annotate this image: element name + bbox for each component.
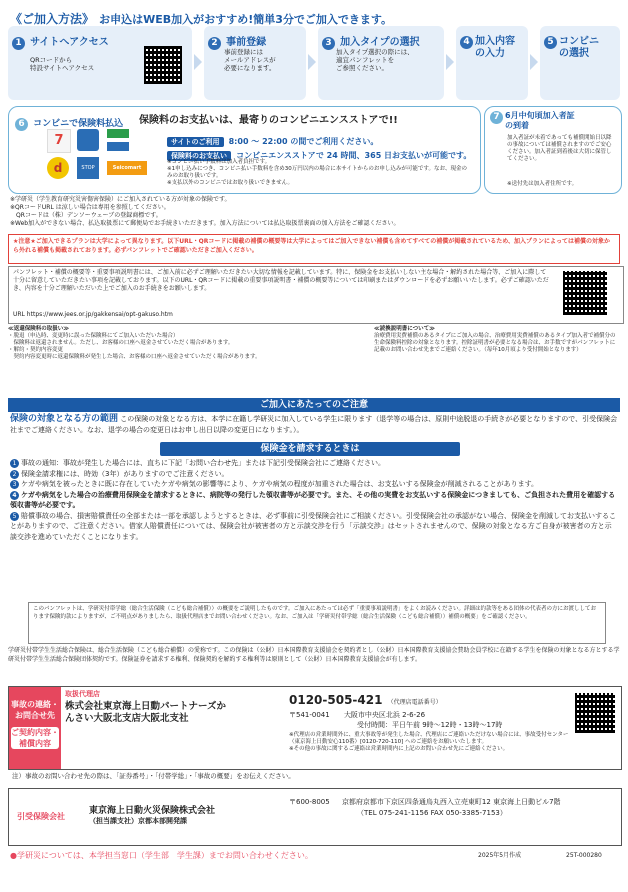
refund-line: ・解約・契約内容変更	[8, 347, 64, 353]
note-line: ※コンビニ払い手数料は加入者負担です。	[167, 159, 271, 165]
note-line: ※支払以外のコンビニではお取り扱いできません。	[167, 180, 293, 186]
certificate-info	[374, 326, 620, 354]
certificate-arrival	[484, 106, 622, 194]
step-body: 事前登録には メールアドレスが 必要になります。	[224, 48, 276, 72]
insurer-name: 東京海上日動火災保険株式会社	[89, 806, 216, 816]
daily-yamazaki-logo-icon: d	[47, 157, 69, 179]
eligibility-text: この保険の対象となる方は、本学に在籍し学研災に加入している学生に限ります（退学等の場合は、原則中途脱退の手続きが必要となりますので、引受保険会社までご連絡ください。なお、退学の場合の変更日はお申し出日以降の変更日になります。）。	[10, 415, 618, 434]
insurer-address-block	[289, 797, 613, 819]
phone-note: （代理店電話番号）	[387, 699, 442, 706]
payment-label: 保険料のお支払い	[167, 151, 231, 161]
seicomart-logo-icon: Seicomart	[107, 161, 147, 175]
step-number: 5	[544, 36, 557, 49]
payment-value: コンビニエンスストアで 24 時間、365 日お支払いが可能です。	[236, 151, 472, 160]
contact-label-cell	[9, 687, 61, 769]
claim-number: 5	[10, 512, 19, 521]
refund-line: ・脱退（申込時、変更時に誤った保険料にてご加入いただいた場合）	[8, 333, 179, 339]
insurer-postal: 〒600-8005	[289, 798, 330, 806]
claim-text: ケガや病気をした場合の治療費用保険金を請求するときに、病院等の発行した領収書等が必要です。また、その他の実費をお支払いする保険金につきましても、ご負担された費用を確認する領収書等が必要です。	[10, 490, 616, 509]
header-title: 《ご加入方法》	[10, 12, 95, 26]
agency-name: 株式会社東京海上日動パートナーズかんさい大阪北支店大阪北支社	[65, 701, 227, 724]
bottom-note-text: ●学研災については、本学担当窓口（学生部 学生課）までお問い合わせください。	[10, 851, 313, 860]
step-title: 6月中旬頃加入者証 の到着	[505, 111, 575, 130]
note-line: ※Web加入ができない場合、払込取扱票にて郵便局でお手続きいただきます。加入方法については払込取扱票裏面の加入方法をご確認ください。	[10, 220, 400, 227]
qr-code-icon[interactable]	[575, 693, 615, 733]
note-line: ※学研災（学生教育研究災害傷害保険）にご加入されている方が対象の保険です。	[10, 196, 231, 203]
step-2	[204, 26, 306, 100]
insurer-name-block	[89, 803, 279, 826]
qr-code-icon[interactable]	[563, 271, 607, 315]
agency-phone[interactable]: 0120-505-421	[289, 693, 383, 707]
plan-warning: ★注意★ご加入できるプランは大学によって異なります。以下URL・QRコードに掲載の補償の概要等は大学によってはご加入できない補償も含めてすべての補償が掲載されているため、加入プランによっては補償の対象から外れる補償も掲載されております。必ずパンフレットでご確認いただきご加入ください。	[8, 234, 620, 264]
step-number: 6	[15, 118, 28, 131]
insurer-table	[8, 788, 622, 846]
header	[10, 8, 392, 27]
site-hours-value: 8:00 ～ 22:00 の間でご利用ください。	[228, 137, 379, 146]
claim-item	[10, 490, 616, 511]
refund-line: 保険料は返還されません。ただし、お客様の口座へ返金させていただく場合があります。	[8, 340, 234, 346]
eligibility-title: 保険の対象となる方の範囲	[10, 414, 119, 424]
step-title: 加入タイプの選択	[340, 37, 420, 48]
step-4	[456, 26, 528, 100]
refund-info	[8, 326, 368, 361]
step-title: コンビニで保険料払込	[33, 119, 124, 129]
claim-text: 賠償事故の場合、損害賠償責任の全部または一部を承認しようとするときは、必ず事前に引受保険会社にご相談ください。引受保険会社の承認がない場合、保険金を削減してお支払いすることがありますので、ご注意ください。借家人賠償責任については、保険会社が被害者の方と示談交渉を行う「示談交渉」はセットされませんので、保険の対象となる方ご自身が被害者の方と示談交渉を進めていただくことになります。	[10, 511, 616, 541]
claim-item	[10, 458, 616, 469]
claim-text: 保険金請求権には、時効（3年）がありますのでご注意ください。	[21, 469, 229, 478]
store-logos	[47, 129, 167, 185]
note-line: ※1申し込みにつき、コンビニ払い手数料を含め30万円以内の場合に本サイトからのお申し込みが可能です。なお、現金のみのお取り扱いです。	[167, 166, 467, 179]
claim-number: 3	[10, 480, 19, 489]
step-body: 加入タイプ選択の際には、 適宜パンフレットを ご参照ください。	[336, 48, 414, 72]
insurer-label: 引受保険会社	[17, 812, 65, 821]
step-5	[540, 26, 620, 100]
june-body: 加入者証が未着であっても補償開始日以降の事故については補償されますのでご安心ください。加入者証到着後は大切に保管してください。	[507, 135, 612, 162]
claim-item	[10, 469, 616, 480]
step-title: コンビニ の選択	[559, 36, 599, 59]
insurer-tel: （TEL 075-241-1156 FAX 050-3385-7153）	[357, 809, 507, 817]
agency	[65, 689, 235, 725]
note-line: ※QRコードURL は涼しい場合は専用を参照してください。	[10, 204, 170, 211]
contact-table	[8, 686, 622, 770]
join-notes	[10, 196, 610, 228]
step-3	[318, 26, 444, 100]
claim-text: ケガや病気を被ったときに既に存在していたケガや病気の影響等により、ケガや病気の程度が加重された場合は、お支払いする保険金が削減されることがあります。	[21, 480, 539, 488]
site-hours-label: サイトのご利用	[167, 137, 224, 147]
eligibility	[10, 414, 618, 436]
lawson-logo-icon	[77, 129, 99, 151]
convenience-payment	[8, 106, 481, 194]
step-body: QRコードから 特設サイトへアクセス	[30, 56, 95, 72]
certificate-line: 治療費用実費補償のあるタイプにご加入の場合、治療費用実費補償のあるタイプ加入者で補償分の生命保険料控除の対象となります。控除証明書が必要となる場合は、お手数ですがパンフレットに記載のお問い合わせ先までご連絡ください。（毎年10月頃より受付開始となります）	[374, 333, 616, 353]
step-number: 1	[12, 37, 25, 50]
step-title: 事前登録	[226, 37, 267, 48]
step-title: サイトへアクセス	[30, 37, 109, 48]
step-number: 7	[490, 111, 503, 124]
june-note: ※送付先は加入者住所です。	[507, 181, 578, 187]
issue-date: 2025年5月作成	[478, 852, 522, 859]
contract-label: ご契約内容・ 補償内容	[11, 728, 59, 748]
important-docs-url[interactable]: URL https://www.jees.or.jp/gakkensai/opt-gakuso.htm	[13, 311, 173, 318]
insurer-address: 京都府京都市下京区四条通烏丸西入立売東町12 東京海上日動ビル7階	[341, 798, 561, 806]
claim-number: 2	[10, 470, 19, 479]
step-title: 加入内容 の入力	[475, 36, 515, 59]
agency-postal: 〒541-0041	[289, 711, 330, 719]
claim-text: 事故の通知：事故が発生した場合には、直ちに下記「お問い合わせ先」または下記引受保険会社にご連絡ください。	[21, 459, 385, 467]
qr-code-icon[interactable]	[144, 46, 182, 84]
claim-list	[10, 458, 616, 542]
contact-label: 事故の連絡・ お問合せ先	[11, 700, 59, 720]
insurer-branch: （担当課支社）京都本部開発課	[89, 817, 187, 825]
agency-hours: 受付時間：平日午前 9時～12時・13時～17時	[357, 721, 503, 729]
step-number: 3	[322, 37, 335, 50]
convenience-lead: 保険料のお支払いは、最寄りのコンビニエンスストアで!!	[139, 115, 398, 126]
header-subtitle: お申込はWEB加入がおすすめ!簡単3分でご加入できます。	[99, 13, 393, 26]
step-number: 2	[208, 37, 221, 50]
ministop-logo-icon: STOP	[77, 157, 99, 179]
claim-bar: 保険金を請求するときは	[160, 442, 460, 456]
agency-contact	[289, 689, 613, 753]
step-number: 4	[460, 36, 473, 49]
convenience-notes	[167, 159, 467, 187]
note-line: QRコードは（株）デンソーウェーブの登録商標です。	[10, 212, 162, 219]
pamphlet-notice: このパンフレットは、学研災付帯学総（総合生活保険（こども総合補償））の概要をご説明したものです。ご加入にあたっては必ず「重要事項説明書」をよくお読みください。詳細は約款等をある団体の代表者の方にお渡ししております保険約款によりますが、ご不明点がありましたら、取扱代理店までお問い合わせください。なお、ご加入は「学研災付帯学総（総合生活保険（こども総合補償））補償の概要」をご確認ください。	[28, 602, 606, 644]
claim-item	[10, 479, 616, 490]
refund-line: 契約内容変更時に返還保険料が発生した場合、お客様の口座へ返金させていただく場合があります。	[8, 354, 261, 360]
claim-number: 1	[10, 459, 19, 468]
agency-tag: 取扱代理店	[65, 690, 100, 698]
certificate-head: ≪読換説明書について≫	[374, 326, 435, 332]
document-code: 25T-000280	[566, 852, 602, 859]
agency-address: 大阪市中央区北浜 2-6-26	[343, 711, 426, 719]
seven-eleven-logo-icon: 7	[47, 129, 71, 153]
important-docs-notice	[8, 266, 624, 324]
refund-head: ≪返還保険料の取扱い≫	[8, 326, 70, 332]
step-1	[8, 26, 192, 100]
agency-notes: ※代理店の営業時間外に、重大事故等が発生した場合、代理店にご連絡いただけない場合には、事故受付センター（東京海上日動安心110番）[0120-720-110] へのご連絡をお願いいたします。 ※その他の事故に関するご連絡は営業時間内に上記のお問い合わせ先にご連絡ください。	[289, 732, 569, 752]
contact-note: 注）事故のお問い合わせ先の際は、「証券番号」・「付帯学総」・「事故の概要」をお伝えください。	[12, 772, 295, 780]
footer-paragraph: 学研災付帯学生生活総合保険は、総合生活保険（こども総合補償）の愛称です。この保険は（公財）日本国際教育支援協会を契約者とし（公財）日本国際教育支援協会賛助会員学校に在籍する学生を保険の対象となる方とする学研災付帯学生生活総合保険団体契約です。保険証券を請求する権利、保険契約を解約する権利等は原則として（公財）日本国際教育支援協会が有します。	[8, 647, 620, 663]
familymart-logo-icon	[107, 129, 129, 151]
bottom-note	[10, 850, 313, 861]
claim-number: 4	[10, 491, 19, 500]
important-docs-text: パンフレット・補償の概要等・重要事項説明書には、ご加入前に必ずご理解いただきたい大切な情報を記載しています。特に、保険金をお支払いしない主な場合・解約された場合等、ご加入に際して十分に留意していただきたい事項を記載しております。以下のURL・QRコードに掲載の重要事項説明書・補償の概要等については印刷またはダウンロードを必ずお願いいたします。必ずご確認いただき、内容を十分ご理解いただいた上でご加入のお手続きをお願いします。	[13, 269, 549, 292]
claim-item	[10, 511, 616, 543]
join-steps	[8, 26, 620, 102]
notice-bar: ご加入にあたってのご注意	[8, 398, 620, 412]
